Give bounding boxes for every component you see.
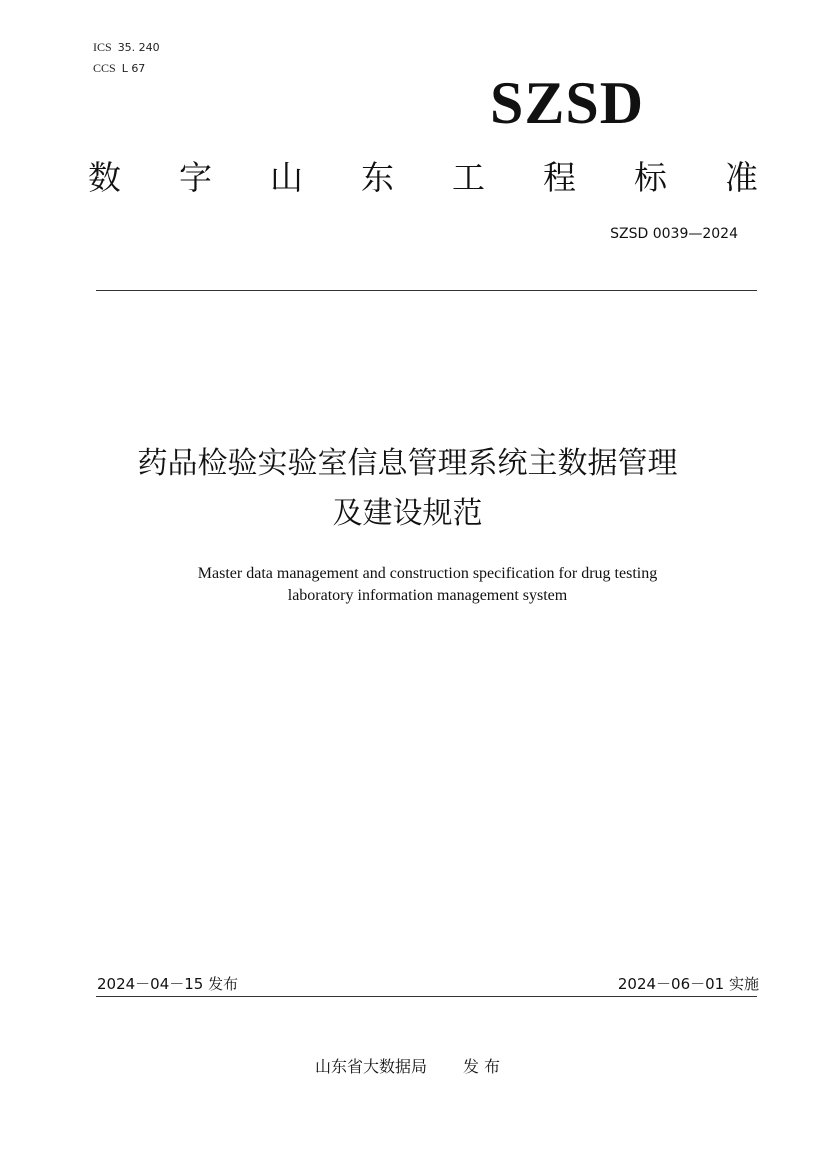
ccs-code bbox=[93, 61, 145, 76]
ics-code bbox=[93, 40, 160, 55]
publisher bbox=[0, 1054, 815, 1077]
ics-value: 35. 240 bbox=[117, 41, 160, 54]
standard-type-char: 标 bbox=[634, 158, 667, 197]
ccs-value: L 67 bbox=[121, 62, 146, 75]
issue-date: 2024－04－15 发布 bbox=[97, 975, 239, 993]
standard-type-char: 程 bbox=[543, 158, 576, 197]
standard-type-char: 山 bbox=[270, 158, 303, 197]
standard-type-char: 字 bbox=[179, 158, 212, 197]
title-cn-line1: 药品检验实验室信息管理系统主数据管理 bbox=[137, 446, 678, 481]
standard-logo: SZSD bbox=[490, 70, 645, 136]
title-en-line1: Master data management and construction specification for drug testing bbox=[197, 565, 658, 582]
standard-type-char: 数 bbox=[88, 158, 121, 197]
standard-type-char: 工 bbox=[452, 158, 485, 197]
publisher-action: 发 布 bbox=[462, 1057, 501, 1076]
publisher-name: 山东省大数据局 bbox=[314, 1057, 427, 1076]
implement-date: 2024－06－01 实施 bbox=[617, 975, 759, 993]
ccs-label: CCS bbox=[93, 61, 116, 75]
ics-label: ICS bbox=[93, 40, 112, 54]
standard-type bbox=[88, 156, 758, 200]
header-divider bbox=[96, 290, 757, 291]
standard-number: SZSD 0039—2024 bbox=[610, 226, 738, 242]
title-en-line2: laboratory information management system bbox=[287, 587, 568, 604]
footer-divider bbox=[96, 996, 757, 997]
title-cn-line2: 及建设规范 bbox=[332, 496, 483, 531]
standard-type-char: 东 bbox=[361, 158, 394, 197]
standard-type-char: 准 bbox=[725, 158, 758, 197]
